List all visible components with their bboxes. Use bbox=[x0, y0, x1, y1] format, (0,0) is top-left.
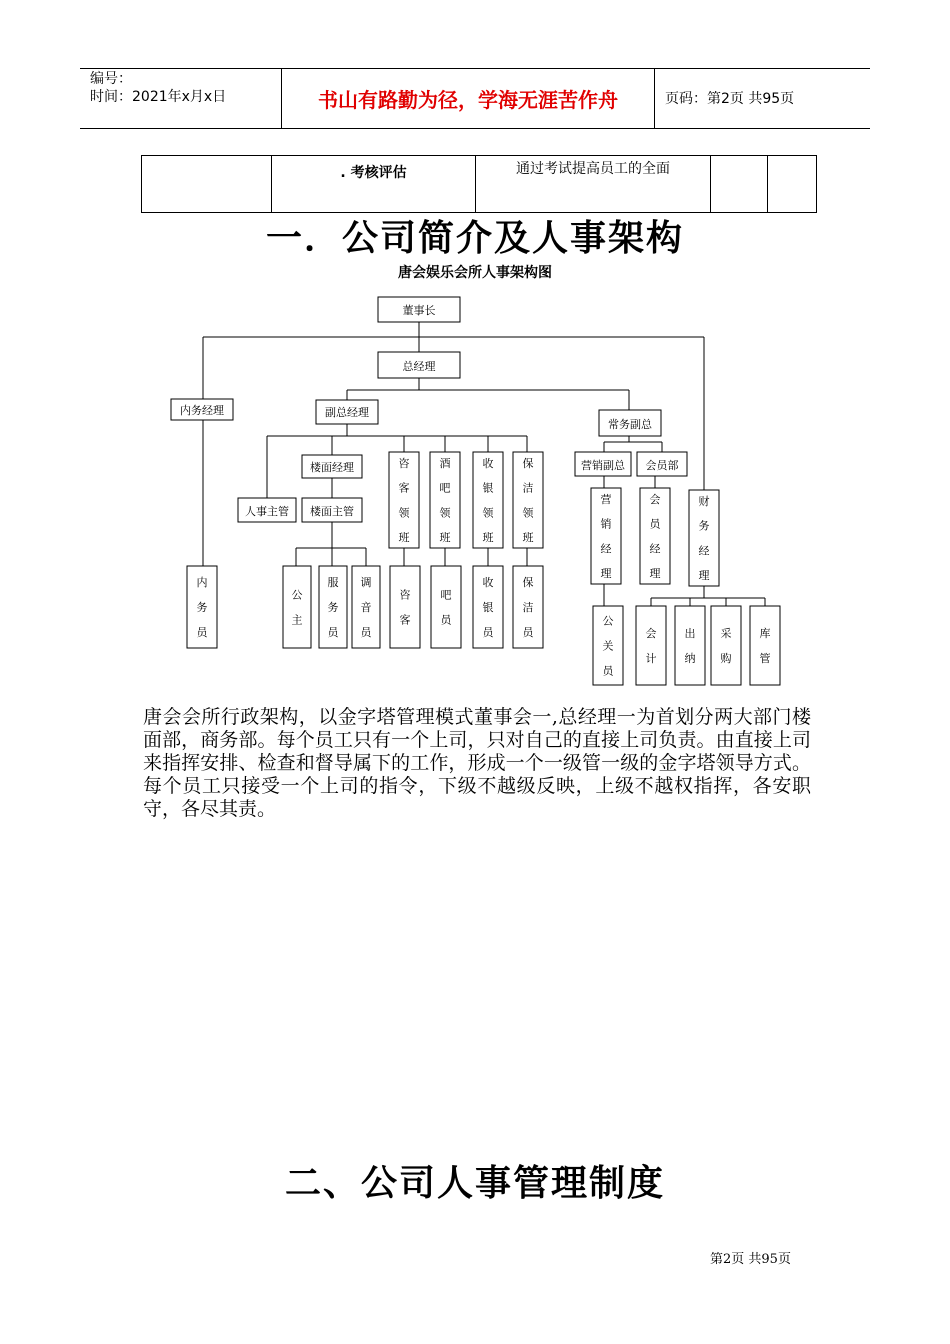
svg-text:领: 领 bbox=[439, 506, 451, 520]
svg-text:内务经理: 内务经理 bbox=[180, 404, 224, 417]
svg-text:理: 理 bbox=[698, 569, 710, 582]
org-node-floor-manager bbox=[302, 455, 362, 478]
svg-text:领: 领 bbox=[522, 506, 534, 520]
org-node-waiter bbox=[319, 566, 347, 648]
svg-text:吧: 吧 bbox=[439, 481, 451, 495]
table-cell-text: 通过考试提高员工的全面 bbox=[476, 156, 711, 213]
svg-text:人事主管: 人事主管 bbox=[245, 505, 289, 518]
svg-text:计: 计 bbox=[645, 652, 657, 665]
svg-text:员: 员 bbox=[360, 626, 372, 639]
org-node-reception-lead bbox=[389, 452, 419, 548]
svg-text:洁: 洁 bbox=[522, 601, 534, 614]
org-chart-title: 唐会娱乐会所人事架构图 bbox=[398, 265, 552, 281]
svg-text:经: 经 bbox=[600, 542, 612, 556]
org-node-princess bbox=[283, 566, 311, 648]
svg-text:采: 采 bbox=[720, 627, 732, 640]
org-node-pr-staff bbox=[593, 606, 623, 685]
doc-number: 编号： bbox=[90, 71, 132, 87]
svg-text:楼面主管: 楼面主管 bbox=[310, 505, 354, 518]
svg-text:关: 关 bbox=[602, 639, 614, 653]
svg-text:保: 保 bbox=[522, 457, 534, 470]
svg-text:公: 公 bbox=[602, 614, 614, 628]
svg-text:会: 会 bbox=[645, 627, 657, 640]
svg-text:班: 班 bbox=[522, 531, 534, 544]
svg-text:员: 员 bbox=[522, 626, 534, 639]
svg-text:库: 库 bbox=[759, 627, 771, 640]
org-node-receptionist bbox=[390, 566, 420, 648]
header-page-number: 页码：第2页 共95页 bbox=[665, 91, 795, 107]
org-node-sales-manager bbox=[591, 488, 621, 584]
svg-text:内: 内 bbox=[196, 576, 208, 589]
svg-text:员: 员 bbox=[649, 517, 661, 531]
org-node-barman bbox=[431, 566, 461, 648]
svg-text:营: 营 bbox=[600, 493, 612, 506]
svg-text:楼面经理: 楼面经理 bbox=[310, 461, 354, 474]
svg-text:务: 务 bbox=[327, 601, 339, 614]
org-node-cashier-lead bbox=[473, 452, 503, 548]
structure-description: 唐会会所行政架构，以金字塔管理模式董事会一,总经理一为首划分两大部门楼面部，商务部。每个员工只有一个上司，只对自己的直接上司负责。由直接上司来指挥安排、检查和督导属下的工作，形成一个一级管一级的金字塔领导方式。每个员工只接受一个上司的指令，下级不越级反映，上级不越权指挥，各安职守，各尽其责。 bbox=[143, 706, 811, 820]
svg-text:纳: 纳 bbox=[684, 652, 696, 665]
svg-text:咨: 咨 bbox=[398, 457, 410, 470]
svg-text:员: 员 bbox=[482, 626, 494, 639]
svg-text:班: 班 bbox=[439, 531, 451, 544]
svg-text:财: 财 bbox=[698, 495, 710, 508]
svg-text:银: 银 bbox=[482, 601, 494, 614]
org-node-cashier bbox=[473, 566, 503, 648]
org-node-floor-supervisor bbox=[302, 498, 362, 522]
svg-text:公: 公 bbox=[291, 588, 303, 602]
svg-text:会: 会 bbox=[649, 493, 661, 506]
svg-text:保: 保 bbox=[522, 576, 534, 589]
svg-text:总经理: 总经理 bbox=[402, 360, 436, 373]
svg-text:会员部: 会员部 bbox=[645, 459, 679, 472]
svg-text:洁: 洁 bbox=[522, 481, 534, 495]
svg-text:员: 员 bbox=[196, 626, 208, 639]
svg-text:出: 出 bbox=[684, 627, 696, 640]
page-footer: 第2页 共95页 bbox=[710, 1252, 791, 1267]
svg-text:领: 领 bbox=[398, 506, 410, 520]
svg-text:理: 理 bbox=[600, 567, 612, 580]
org-node-membership-dept bbox=[637, 452, 687, 476]
org-node-membership-manager bbox=[640, 488, 670, 584]
svg-text:副总经理: 副总经理 bbox=[325, 406, 369, 419]
org-node-sales-deputy bbox=[575, 452, 631, 476]
svg-text:营销副总: 营销副总 bbox=[581, 459, 625, 472]
org-node-hr-supervisor bbox=[238, 498, 296, 522]
org-node-finance-manager bbox=[689, 490, 719, 586]
org-node-cleaning-lead bbox=[513, 452, 543, 548]
svg-text:班: 班 bbox=[398, 531, 410, 544]
svg-text:收: 收 bbox=[482, 576, 494, 589]
svg-text:务: 务 bbox=[196, 601, 208, 614]
org-node-sound-tech bbox=[352, 566, 380, 648]
org-vertical-nodes bbox=[187, 452, 780, 685]
svg-text:音: 音 bbox=[360, 601, 372, 614]
svg-text:经: 经 bbox=[649, 542, 661, 556]
org-node-accountant bbox=[636, 606, 666, 685]
svg-text:服: 服 bbox=[327, 576, 339, 589]
org-node-internal-staff bbox=[187, 566, 217, 648]
org-node-general-manager bbox=[378, 352, 460, 378]
org-node-teller bbox=[675, 606, 705, 685]
svg-text:购: 购 bbox=[720, 652, 732, 665]
org-node-chairman bbox=[378, 297, 460, 322]
svg-text:销: 销 bbox=[600, 517, 612, 531]
svg-text:吧: 吧 bbox=[440, 588, 452, 602]
org-node-deputy-gm bbox=[316, 400, 378, 424]
svg-text:管: 管 bbox=[759, 652, 771, 665]
header-motto: 书山有路勤为径，学海无涯苦作舟 bbox=[318, 88, 618, 112]
svg-text:常务副总: 常务副总 bbox=[608, 418, 652, 431]
svg-text:领: 领 bbox=[482, 506, 494, 520]
table-cell-label: . 考核评估 bbox=[272, 156, 476, 213]
section-2-title: 二、公司人事管理制度 bbox=[284, 1163, 665, 1204]
org-node-cleaner bbox=[513, 566, 543, 648]
org-node-warehouse bbox=[750, 606, 780, 685]
svg-text:主: 主 bbox=[291, 613, 303, 627]
org-node-executive-deputy bbox=[599, 410, 661, 436]
svg-text:员: 员 bbox=[327, 626, 339, 639]
svg-text:调: 调 bbox=[360, 576, 372, 589]
org-node-internal-manager bbox=[171, 399, 233, 420]
svg-text:员: 员 bbox=[440, 613, 452, 627]
svg-text:收: 收 bbox=[482, 457, 494, 470]
section-1-title: 一．公司简介及人事架构 bbox=[265, 218, 684, 259]
org-node-bar-lead bbox=[430, 452, 460, 548]
svg-text:酒: 酒 bbox=[439, 457, 451, 470]
svg-text:理: 理 bbox=[649, 567, 661, 580]
svg-text:银: 银 bbox=[482, 481, 494, 495]
svg-text:务: 务 bbox=[698, 519, 710, 533]
svg-text:员: 员 bbox=[602, 664, 614, 678]
svg-text:经: 经 bbox=[698, 544, 710, 558]
svg-text:班: 班 bbox=[482, 531, 494, 544]
svg-text:客: 客 bbox=[399, 613, 411, 627]
svg-text:客: 客 bbox=[398, 481, 410, 495]
org-node-purchaser bbox=[711, 606, 741, 685]
svg-text:咨: 咨 bbox=[399, 588, 411, 602]
doc-time: 时间：2021年x月x日 bbox=[90, 89, 227, 105]
svg-text:董事长: 董事长 bbox=[402, 304, 436, 317]
